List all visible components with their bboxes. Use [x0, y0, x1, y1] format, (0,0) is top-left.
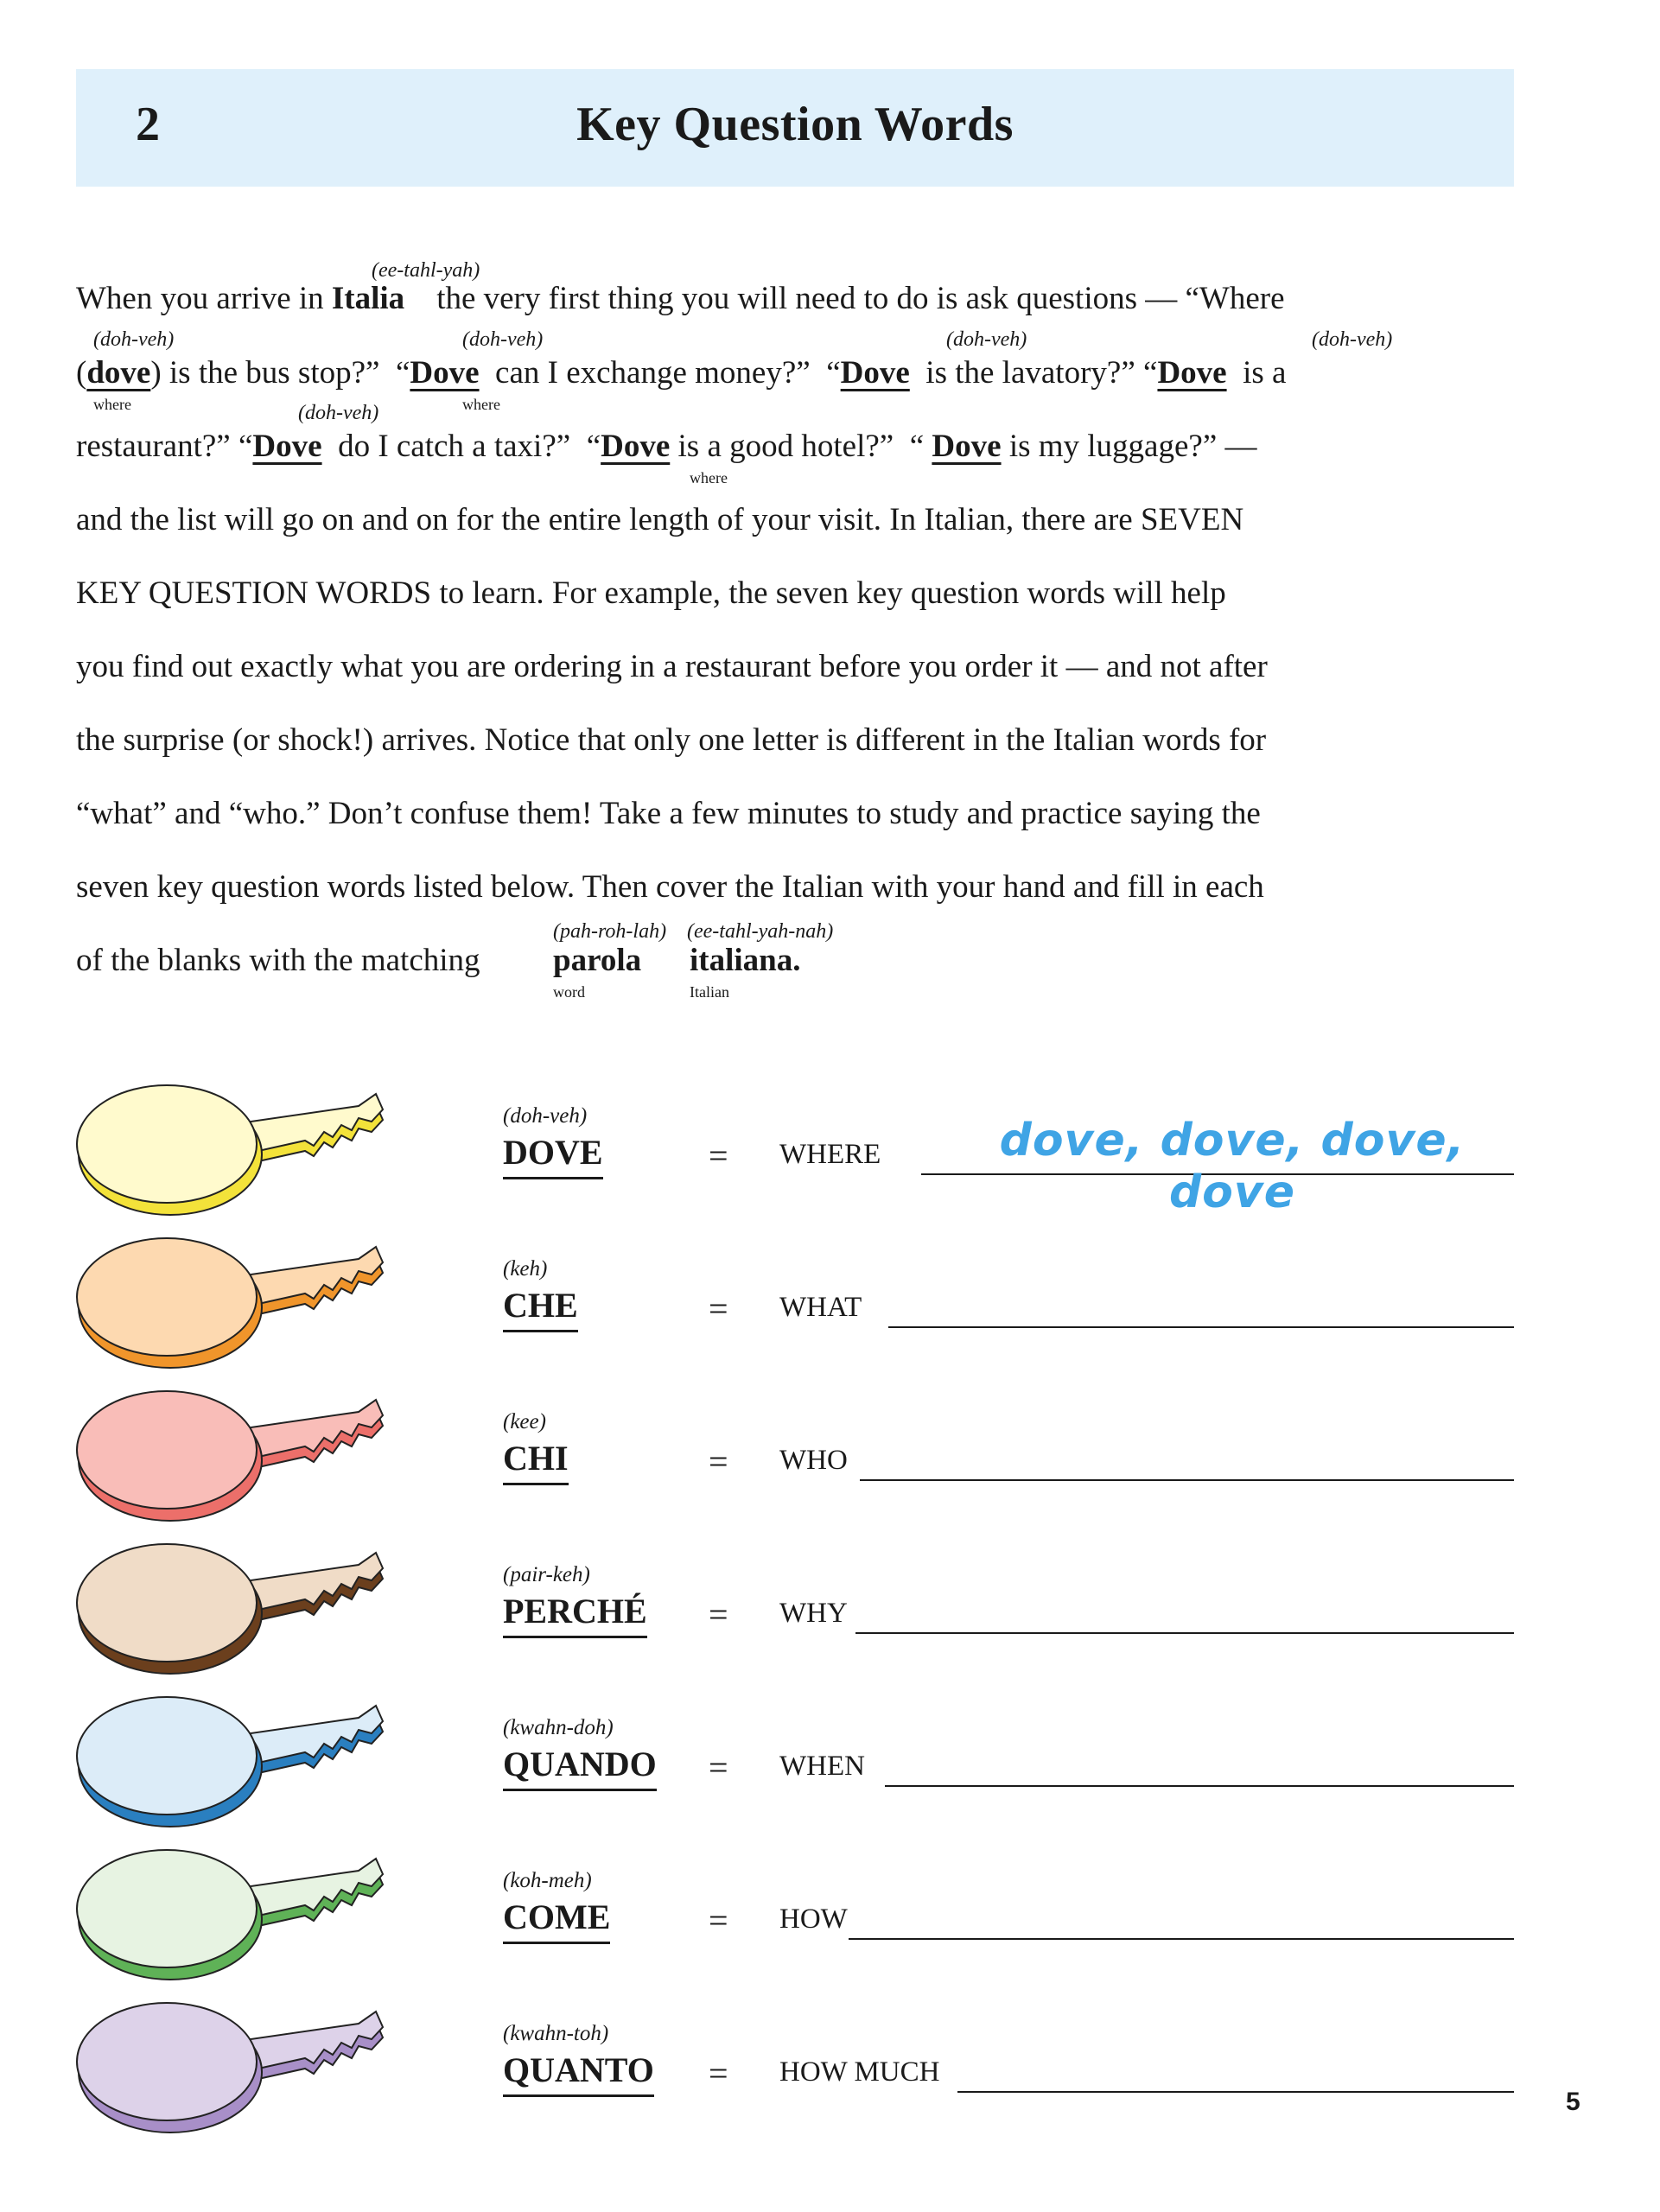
word-pronunciation: (kwahn-toh): [503, 2022, 609, 2045]
handwritten-answer-where: dove, dove, dove, dove: [999, 1115, 1466, 1218]
english-meaning: WHEN: [779, 1751, 865, 1782]
italian-question-word: CHE: [503, 1287, 578, 1332]
italian-question-word: DOVE: [503, 1134, 603, 1179]
parola-word: parola: [553, 943, 642, 978]
parola-pronunciation: (pah-roh-lah): [553, 920, 667, 943]
equals-sign: =: [709, 1901, 728, 1940]
intro-line-10: of the blanks with the matching: [76, 943, 480, 978]
key-icon: [73, 1690, 462, 1846]
equals-sign: =: [709, 1289, 728, 1328]
equals-sign: =: [709, 1748, 728, 1787]
answer-blank-line[interactable]: [957, 2091, 1514, 2093]
pron-dove-2: (doh-veh): [462, 328, 544, 351]
pron-dove-4: (doh-veh): [1312, 328, 1393, 351]
english-meaning: WHO: [779, 1445, 848, 1476]
key-icon: [73, 1078, 462, 1234]
key-icon: [73, 1843, 462, 1999]
answer-blank-line[interactable]: [888, 1326, 1514, 1328]
italiana-pronunciation: (ee-tahl-yah-nah): [687, 920, 834, 943]
intro-line-9: seven key question words listed below. Then cover the Italian with your hand and fill in each: [76, 869, 1264, 905]
word-pronunciation: (koh-meh): [503, 1869, 592, 1892]
key-icon: [73, 1231, 462, 1387]
pron-dove-1: (doh-veh): [93, 328, 175, 351]
italiana-word: italiana.: [690, 943, 801, 978]
pron-dove-3: (doh-veh): [946, 328, 1027, 351]
english-meaning: WHAT: [779, 1292, 862, 1323]
word-pronunciation: (kwahn-doh): [503, 1716, 614, 1739]
intro-line-3: restaurant?” “Dove do I catch a taxi?” “Dove is a good hotel?” “ Dove is my luggage?” —: [76, 429, 1257, 464]
page-title: Key Question Words: [576, 98, 1014, 151]
italian-question-word: COME: [503, 1898, 610, 1944]
english-meaning: HOW MUCH: [779, 2056, 940, 2088]
english-meaning: WHERE: [779, 1139, 881, 1170]
intro-line-1: When you arrive in Italia the very first thing you will need to do is ask questions — “Where: [76, 281, 1285, 316]
equals-sign: =: [709, 1136, 728, 1175]
equals-sign: =: [709, 1595, 728, 1634]
word-pronunciation: (doh-veh): [503, 1104, 588, 1128]
gloss-where-2: where: [462, 396, 500, 413]
word-pronunciation: (kee): [503, 1410, 546, 1433]
english-meaning: HOW: [779, 1904, 848, 1935]
answer-blank-line[interactable]: [860, 1479, 1514, 1481]
key-icon: [73, 1996, 462, 2152]
intro-line-5: KEY QUESTION WORDS to learn. For example, the seven key question words will help: [76, 575, 1226, 611]
english-meaning: WHY: [779, 1598, 848, 1629]
equals-sign: =: [709, 1442, 728, 1481]
intro-line-2: (dove) is the bus stop?” “Dove can I exchange money?” “Dove is the lavatory?” “Dove is a: [76, 355, 1287, 391]
intro-line-6: you find out exactly what you are ordering in a restaurant before you order it — and not after: [76, 649, 1268, 684]
answer-blank-line[interactable]: [855, 1632, 1514, 1634]
equals-sign: =: [709, 2054, 728, 2093]
italia-pronunciation: (ee-tahl-yah): [372, 259, 480, 282]
word-pronunciation: (keh): [503, 1257, 548, 1281]
italian-question-word: QUANDO: [503, 1745, 657, 1791]
gloss-where-1: where: [93, 396, 131, 413]
intro-line-8: “what” and “who.” Don’t confuse them! Take a few minutes to study and practice saying the: [76, 796, 1261, 831]
intro-line-4: and the list will go on and on for the entire length of your visit. In Italian, there are SEVEN: [76, 502, 1244, 537]
gloss-where-3: where: [690, 469, 728, 486]
parola-gloss: word: [553, 983, 585, 1001]
key-icon: [73, 1537, 462, 1693]
intro-line-7: the surprise (or shock!) arrives. Notice that only one letter is different in the Italian words for: [76, 722, 1267, 758]
word-pronunciation: (pair-keh): [503, 1563, 590, 1586]
answer-blank-line[interactable]: [849, 1938, 1514, 1940]
italia-word: Italia: [331, 281, 405, 316]
italian-question-word: PERCHÉ: [503, 1592, 647, 1638]
italiana-gloss: Italian: [690, 983, 729, 1001]
chapter-number: 2: [136, 98, 160, 151]
answer-blank-line[interactable]: [885, 1785, 1514, 1787]
key-icon: [73, 1384, 462, 1540]
page-number: 5: [1566, 2088, 1580, 2116]
italian-question-word: CHI: [503, 1440, 569, 1485]
italian-question-word: QUANTO: [503, 2051, 654, 2097]
pron-dove-5: (doh-veh): [298, 402, 379, 424]
